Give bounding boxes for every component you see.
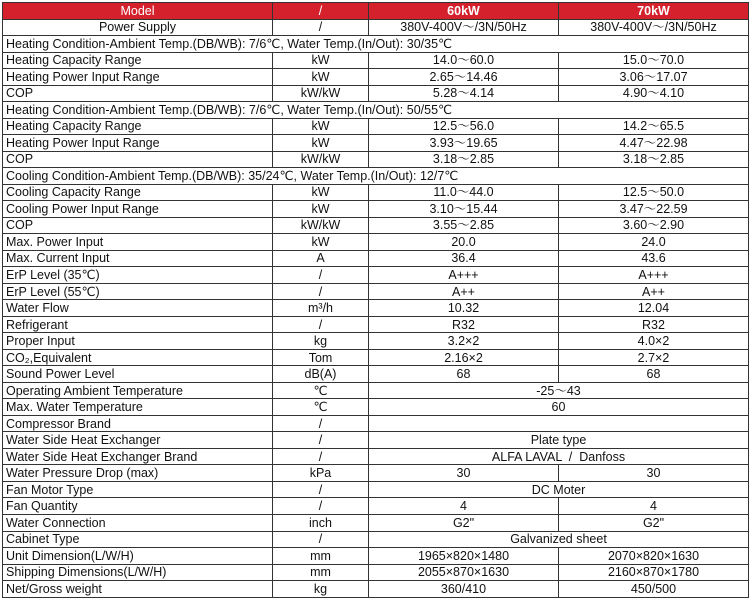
table-row <box>3 581 749 598</box>
section-row <box>3 102 749 119</box>
value-70kw: 24.0 <box>559 234 749 251</box>
value-shared: Plate type <box>369 432 749 449</box>
table-row <box>3 465 749 482</box>
value-60kw: 1965×820×1480 <box>369 548 559 565</box>
table-row <box>3 481 749 498</box>
value-60kw: 12.5～56.0 <box>369 118 559 135</box>
header-row <box>3 3 749 20</box>
table-row <box>3 151 749 168</box>
value-70kw: 30 <box>559 465 749 482</box>
table-row <box>3 118 749 135</box>
table-row <box>3 316 749 333</box>
value-70kw: 43.6 <box>559 250 749 267</box>
value-70kw: A++ <box>559 283 749 300</box>
row-label: Max. Water Temperature <box>3 399 273 416</box>
row-unit: kW <box>273 69 369 86</box>
row-unit: kW/kW <box>273 217 369 234</box>
row-unit: kW <box>273 52 369 69</box>
row-unit: kg <box>273 333 369 350</box>
value-60kw: 4 <box>369 498 559 515</box>
table-row <box>3 234 749 251</box>
row-label: Cooling Capacity Range <box>3 184 273 201</box>
value-60kw: 10.32 <box>369 300 559 317</box>
value-60kw: 3.10～15.44 <box>369 201 559 218</box>
section-row <box>3 168 749 185</box>
value-60kw: 2.65～14.46 <box>369 69 559 86</box>
table-row <box>3 564 749 581</box>
value-60kw: 380V-400V～/3N/50Hz <box>369 19 559 36</box>
row-label: Heating Capacity Range <box>3 118 273 135</box>
row-unit: kPa <box>273 465 369 482</box>
table-row <box>3 415 749 432</box>
value-70kw: 2070×820×1630 <box>559 548 749 565</box>
row-label: Proper Input <box>3 333 273 350</box>
value-shared: -25～43 <box>369 382 749 399</box>
table-row <box>3 382 749 399</box>
row-unit: ℃ <box>273 399 369 416</box>
value-70kw: 12.5～50.0 <box>559 184 749 201</box>
table-row <box>3 19 749 36</box>
table-row <box>3 52 749 69</box>
section-heading: Heating Condition-Ambient Temp.(DB/WB): 7/6℃, Water Temp.(In/Out): 50/55℃ <box>3 102 749 119</box>
value-60kw: 3.93～19.65 <box>369 135 559 152</box>
table-row <box>3 201 749 218</box>
row-label: Sound Power Level <box>3 366 273 383</box>
spec-table <box>2 2 749 598</box>
value-70kw: 4 <box>559 498 749 515</box>
value-70kw: A+++ <box>559 267 749 284</box>
value-70kw: 2.7×2 <box>559 349 749 366</box>
value-70kw: G2" <box>559 514 749 531</box>
value-60kw: 3.18～2.85 <box>369 151 559 168</box>
section-heading: Heating Condition-Ambient Temp.(DB/WB): 7/6℃, Water Temp.(In/Out): 30/35℃ <box>3 36 749 53</box>
row-label: Operating Ambient Temperature <box>3 382 273 399</box>
value-60kw: 3.2×2 <box>369 333 559 350</box>
row-unit: kW <box>273 234 369 251</box>
row-label: Water Connection <box>3 514 273 531</box>
value-70kw: 4.47～22.98 <box>559 135 749 152</box>
value-60kw: 360/410 <box>369 581 559 598</box>
row-unit: kW/kW <box>273 151 369 168</box>
row-label: Max. Current Input <box>3 250 273 267</box>
value-60kw: G2" <box>369 514 559 531</box>
table-row <box>3 283 749 300</box>
row-unit: kW <box>273 201 369 218</box>
row-unit: / <box>273 448 369 465</box>
table-row <box>3 69 749 86</box>
row-unit: / <box>273 432 369 449</box>
row-unit: kW/kW <box>273 85 369 102</box>
model-70kw-header: 70kW <box>559 3 749 20</box>
table-row <box>3 333 749 350</box>
row-label: Power Supply <box>3 19 273 36</box>
value-shared: 60 <box>369 399 749 416</box>
row-label: Compressor Brand <box>3 415 273 432</box>
row-unit: / <box>273 283 369 300</box>
table-row <box>3 514 749 531</box>
value-shared: ALFA LAVAL / Danfoss <box>369 448 749 465</box>
value-60kw: 11.0～44.0 <box>369 184 559 201</box>
row-unit: Tom <box>273 349 369 366</box>
row-unit: dB(A) <box>273 366 369 383</box>
table-row <box>3 184 749 201</box>
value-70kw: 3.18～2.85 <box>559 151 749 168</box>
row-unit: mm <box>273 564 369 581</box>
row-label: Unit Dimension(L/W/H) <box>3 548 273 565</box>
row-unit: / <box>273 415 369 432</box>
value-shared <box>369 415 749 432</box>
row-label: COP <box>3 151 273 168</box>
value-60kw: 5.28～4.14 <box>369 85 559 102</box>
value-70kw: 3.60～2.90 <box>559 217 749 234</box>
table-row <box>3 548 749 565</box>
row-label: COP <box>3 217 273 234</box>
row-label: Heating Power Input Range <box>3 69 273 86</box>
value-70kw: 14.2～65.5 <box>559 118 749 135</box>
value-60kw: A+++ <box>369 267 559 284</box>
row-unit: kW <box>273 118 369 135</box>
row-label: Max. Power Input <box>3 234 273 251</box>
table-row <box>3 267 749 284</box>
row-label: Fan Quantity <box>3 498 273 515</box>
row-unit: inch <box>273 514 369 531</box>
row-label: COP <box>3 85 273 102</box>
value-70kw: 380V-400V～/3N/50Hz <box>559 19 749 36</box>
row-label: Heating Capacity Range <box>3 52 273 69</box>
value-70kw: 4.90～4.10 <box>559 85 749 102</box>
table-row <box>3 217 749 234</box>
value-shared: Galvanized sheet <box>369 531 749 548</box>
value-60kw: 68 <box>369 366 559 383</box>
row-unit: kg <box>273 581 369 598</box>
value-60kw: R32 <box>369 316 559 333</box>
row-unit: / <box>273 19 369 36</box>
value-70kw: 12.04 <box>559 300 749 317</box>
value-60kw: 30 <box>369 465 559 482</box>
row-label: Cabinet Type <box>3 531 273 548</box>
row-unit: / <box>273 531 369 548</box>
row-label: Refrigerant <box>3 316 273 333</box>
section-heading: Cooling Condition-Ambient Temp.(DB/WB): 35/24℃, Water Temp.(In/Out): 12/7℃ <box>3 168 749 185</box>
value-60kw: 2055×870×1630 <box>369 564 559 581</box>
row-unit: kW <box>273 135 369 152</box>
row-label: CO₂,Equivalent <box>3 349 273 366</box>
value-70kw: 2160×870×1780 <box>559 564 749 581</box>
table-row <box>3 349 749 366</box>
table-row <box>3 300 749 317</box>
unit-header: / <box>273 3 369 20</box>
row-unit: / <box>273 267 369 284</box>
value-70kw: 4.0×2 <box>559 333 749 350</box>
value-70kw: 3.47～22.59 <box>559 201 749 218</box>
table-row <box>3 399 749 416</box>
row-label: ErP Level (55℃) <box>3 283 273 300</box>
value-70kw: 68 <box>559 366 749 383</box>
value-60kw: 36.4 <box>369 250 559 267</box>
row-label: Water Side Heat Exchanger Brand <box>3 448 273 465</box>
row-label: Heating Power Input Range <box>3 135 273 152</box>
row-unit: / <box>273 316 369 333</box>
row-label: Cooling Power Input Range <box>3 201 273 218</box>
row-label: ErP Level (35℃) <box>3 267 273 284</box>
row-unit: kW <box>273 184 369 201</box>
value-60kw: 20.0 <box>369 234 559 251</box>
table-row <box>3 498 749 515</box>
value-70kw: R32 <box>559 316 749 333</box>
value-60kw: 3.55～2.85 <box>369 217 559 234</box>
model-60kw-header: 60kW <box>369 3 559 20</box>
row-label: Water Side Heat Exchanger <box>3 432 273 449</box>
row-label: Fan Motor Type <box>3 481 273 498</box>
table-row <box>3 531 749 548</box>
row-unit: mm <box>273 548 369 565</box>
table-row <box>3 432 749 449</box>
row-unit: A <box>273 250 369 267</box>
value-70kw: 3.06～17.07 <box>559 69 749 86</box>
value-70kw: 15.0～70.0 <box>559 52 749 69</box>
value-60kw: 2.16×2 <box>369 349 559 366</box>
table-row <box>3 250 749 267</box>
section-row <box>3 36 749 53</box>
value-60kw: A++ <box>369 283 559 300</box>
model-header: Model <box>3 3 273 20</box>
table-row <box>3 135 749 152</box>
row-label: Net/Gross weight <box>3 581 273 598</box>
value-60kw: 14.0～60.0 <box>369 52 559 69</box>
table-row <box>3 366 749 383</box>
row-unit: ℃ <box>273 382 369 399</box>
value-shared: DC Moter <box>369 481 749 498</box>
row-unit: / <box>273 498 369 515</box>
table-row <box>3 85 749 102</box>
row-label: Shipping Dimensions(L/W/H) <box>3 564 273 581</box>
row-unit: / <box>273 481 369 498</box>
row-label: Water Pressure Drop (max) <box>3 465 273 482</box>
value-70kw: 450/500 <box>559 581 749 598</box>
row-unit: m³/h <box>273 300 369 317</box>
table-row <box>3 448 749 465</box>
row-label: Water Flow <box>3 300 273 317</box>
